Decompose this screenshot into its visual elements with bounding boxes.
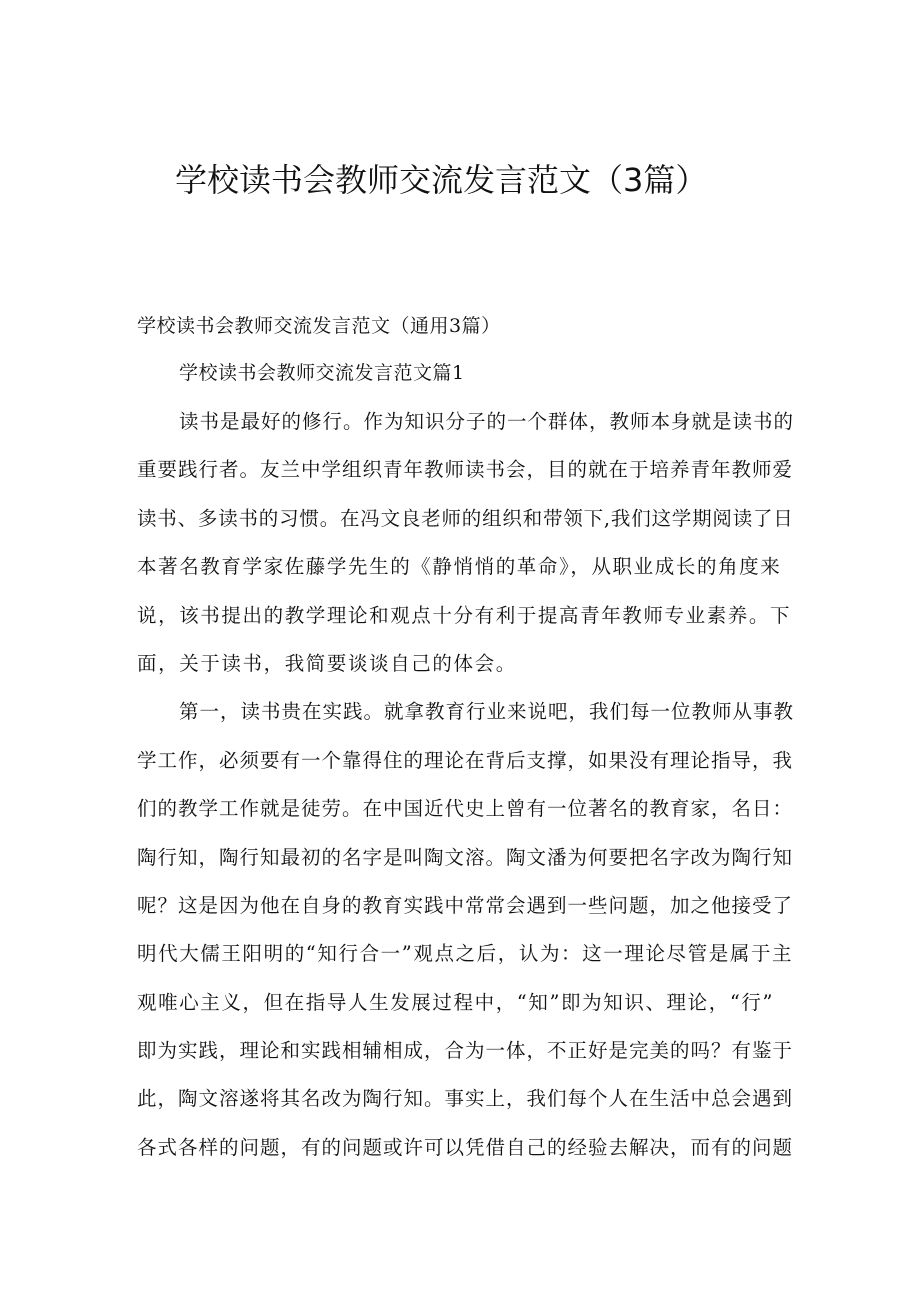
line-text: 即为实践，理论和实践相辅相成，合为一体，不正好是完美的吗？有鉴于 — [137, 1039, 794, 1063]
paragraph-line — [137, 1128, 797, 1176]
line-text: 面，关于读书，我简要谈谈自己的体会。 — [137, 651, 517, 675]
paragraph-line — [137, 1031, 797, 1079]
paragraph-line — [137, 547, 797, 595]
line-text: 说，该书提出的教学理论和观点十分有利于提高青年教师专业素养。下 — [137, 603, 792, 627]
line-text: 第一，读书贵在实践。就拿教育行业来说吧，我们每一位教师从事教 — [179, 700, 795, 724]
line-text: 们的教学工作就是徒劳。在中国近代史上曾有一位著名的教育家，名日： — [137, 797, 794, 821]
paragraph-line — [137, 983, 797, 1031]
paragraph-line — [137, 886, 797, 934]
paragraph-line — [137, 402, 797, 450]
paragraph-line — [137, 1079, 797, 1127]
document-title: 学校读书会教师交流发言范文（3篇） — [175, 161, 708, 199]
line-text: 本著名教育学家佐藤学先生的《静悄悄的革命》，从职业成长的角度来 — [137, 555, 782, 579]
paragraph-line — [137, 692, 797, 740]
paragraph-line — [137, 450, 797, 498]
paragraph-line — [137, 934, 797, 982]
line-text: 陶行知，陶行知最初的名字是叫陶文溶。陶文潘为何要把名字改为陶行知 — [137, 845, 794, 869]
paragraph-line — [137, 499, 797, 547]
line-text: 此，陶文溶遂将其名改为陶行知。事实上，我们每个人在生活中总会遇到 — [137, 1087, 794, 1111]
paragraph-line — [137, 741, 797, 789]
line-text: 读书是最好的修行。作为知识分子的一个群体，教师本身就是读书的 — [179, 410, 795, 433]
line-text: 各式各样的问题，有的问题或许可以凭借自己的经验去解决，而有的问题 — [137, 1135, 794, 1159]
line-text: 呢？这是因为他在自身的教育实践中常常会遇到一些问题，加之他接受了 — [137, 893, 794, 917]
paragraph-line — [137, 644, 797, 692]
paragraph-line — [137, 789, 797, 837]
section-heading: 学校读书会教师交流发言范文篇1 — [179, 362, 465, 384]
paragraph-line — [137, 838, 797, 886]
document-subtitle: 学校读书会教师交流发言范文（通用3篇） — [137, 315, 501, 337]
line-text: 明代大儒王阳明的“知行合一”观点之后，认为：这一理论尽管是属于主 — [137, 942, 794, 966]
line-text: 读书、多读书的习惯。在冯文良老师的组织和带领下,我们这学期阅读了日 — [137, 506, 794, 530]
line-text: 观唯心主义，但在指导人生发展过程中，“知”即为知识、理论，“行” — [137, 990, 775, 1014]
line-text: 重要践行者。友兰中学组织青年教师读书会，目的就在于培养青年教师爱 — [137, 458, 794, 482]
body-text — [137, 402, 797, 1176]
paragraph-line — [137, 596, 797, 644]
line-text: 学工作，必须要有一个靠得住的理论在背后支撑，如果没有理论指导，我 — [137, 748, 794, 772]
